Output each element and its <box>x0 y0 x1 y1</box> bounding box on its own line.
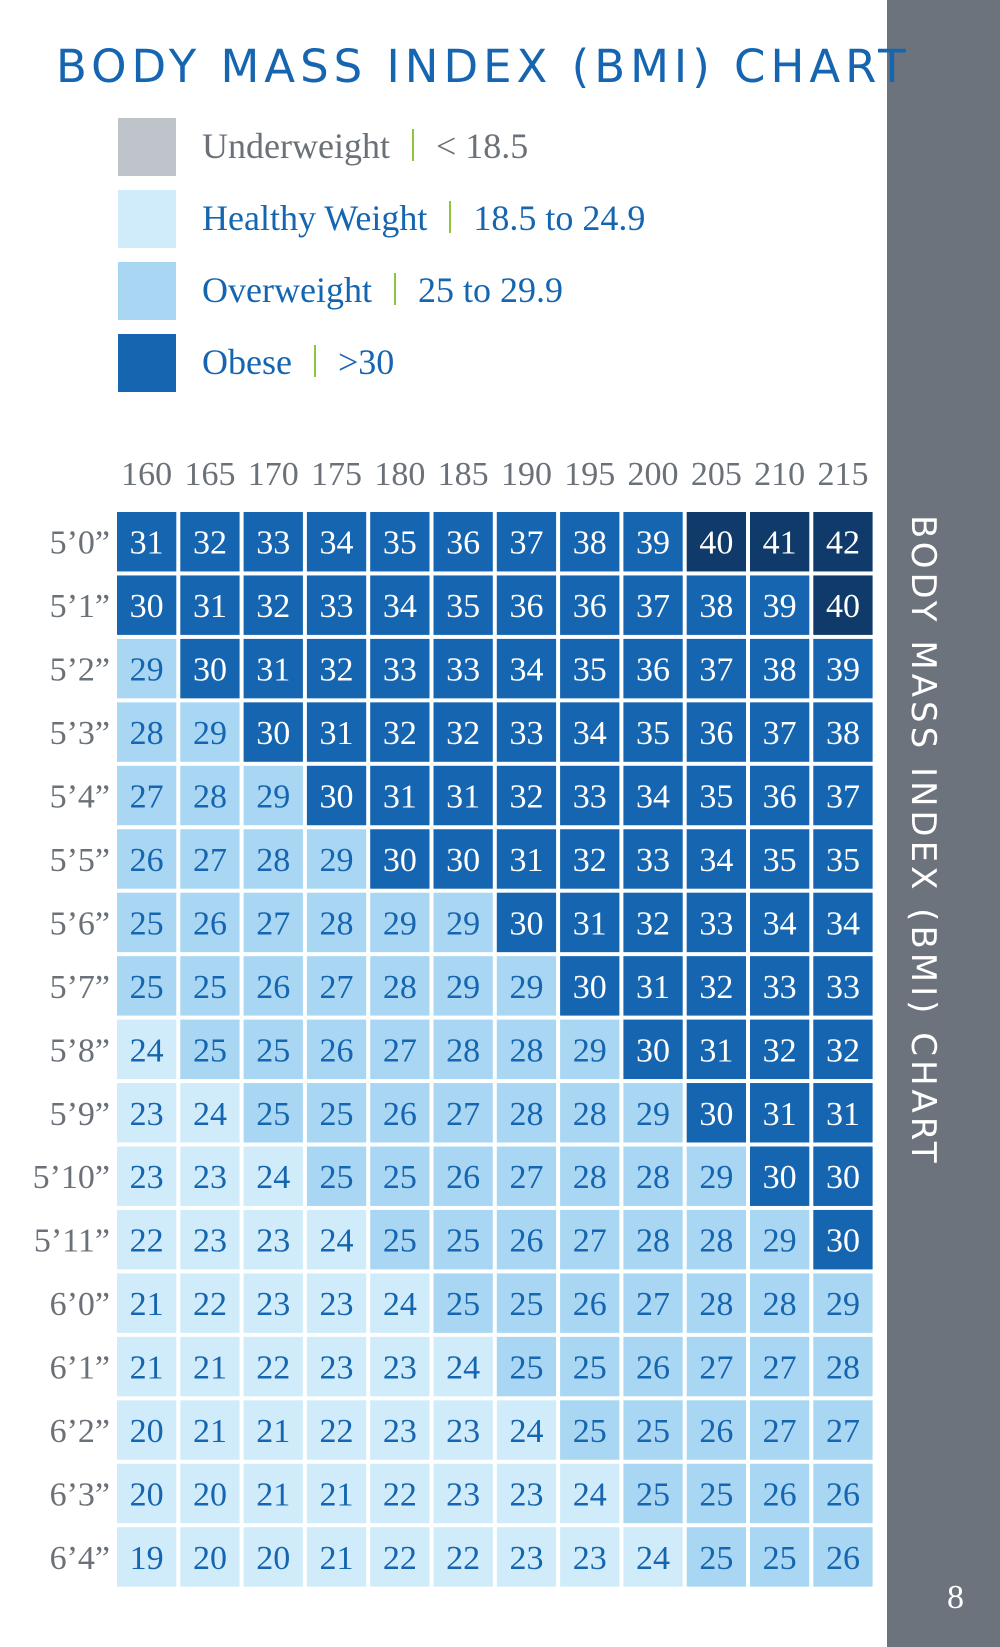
legend-range: 18.5 to 24.9 <box>473 198 646 238</box>
y-tick-label: 5’8” <box>49 1032 110 1070</box>
legend-separator <box>412 129 414 161</box>
cell-value-label: 27 <box>636 1286 671 1324</box>
cell-value-label: 27 <box>825 1413 860 1451</box>
y-tick-label: 5’11” <box>33 1222 110 1260</box>
cell-value-label: 27 <box>446 1095 481 1133</box>
cell-value-label: 27 <box>192 841 227 879</box>
legend-label-overweight <box>202 268 563 312</box>
cell-value-label: 29 <box>509 968 544 1006</box>
cell-value-label: 31 <box>446 778 481 816</box>
cell-value-label: 23 <box>382 1349 417 1387</box>
cell-value-label: 34 <box>319 524 354 562</box>
cell-value-label: 30 <box>825 1159 860 1197</box>
legend-item-obese <box>118 334 818 394</box>
cell-value-label: 33 <box>256 524 291 562</box>
cell-value-label: 31 <box>192 588 227 626</box>
cell-value-label: 26 <box>572 1286 607 1324</box>
cell-value-label: 28 <box>636 1222 671 1260</box>
cell-value-label: 20 <box>192 1539 227 1577</box>
y-tick-label: 5’1” <box>49 588 110 626</box>
legend-separator <box>449 201 451 233</box>
cell-value-label: 30 <box>636 1032 671 1070</box>
cell-value-label: 36 <box>762 778 797 816</box>
cell-value-label: 22 <box>129 1222 164 1260</box>
cell-value-label: 30 <box>256 715 291 753</box>
cell-value-label: 28 <box>382 968 417 1006</box>
sidebar-title: BODY MASS INDEX (BMI) CHART <box>903 515 943 1167</box>
cell-value-label: 23 <box>129 1095 164 1133</box>
cell-value-label: 27 <box>129 778 164 816</box>
cell-value-label: 41 <box>762 524 797 562</box>
legend-range: 25 to 29.9 <box>417 270 563 310</box>
x-tick-label: 170 <box>247 456 299 493</box>
cell-value-label: 25 <box>256 1032 291 1070</box>
cell-value-label: 30 <box>319 778 354 816</box>
cell-value-label: 36 <box>699 715 734 753</box>
cell-value-label: 32 <box>509 778 544 816</box>
cell-value-label: 23 <box>509 1476 544 1514</box>
cell-value-label: 28 <box>572 1159 607 1197</box>
cell-value-label: 26 <box>192 905 227 943</box>
cell-value-label: 23 <box>509 1539 544 1577</box>
cell-value-label: 36 <box>446 524 481 562</box>
cell-value-label: 25 <box>446 1222 481 1260</box>
cell-value-label: 26 <box>825 1539 860 1577</box>
cell-value-label: 22 <box>382 1476 417 1514</box>
cell-value-label: 39 <box>825 651 860 689</box>
cell-value-label: 26 <box>636 1349 671 1387</box>
cell-value-label: 22 <box>446 1539 481 1577</box>
cell-value-label: 27 <box>382 1032 417 1070</box>
cell-value-label: 33 <box>509 715 544 753</box>
cell-value-label: 31 <box>319 715 354 753</box>
cell-value-label: 34 <box>572 715 607 753</box>
cell-value-label: 26 <box>319 1032 354 1070</box>
cell-value-label: 32 <box>762 1032 797 1070</box>
cell-value-label: 26 <box>446 1159 481 1197</box>
cell-value-label: 36 <box>509 588 544 626</box>
cell-value-label: 37 <box>699 651 734 689</box>
cell-value-label: 30 <box>762 1159 797 1197</box>
cell-value-label: 26 <box>509 1222 544 1260</box>
cell-value-label: 28 <box>509 1032 544 1070</box>
cell-value-label: 30 <box>572 968 607 1006</box>
cell-value-label: 32 <box>192 524 227 562</box>
cell-value-label: 35 <box>636 715 671 753</box>
cell-value-label: 21 <box>192 1349 227 1387</box>
cell-value-label: 25 <box>636 1413 671 1451</box>
cell-value-label: 29 <box>256 778 291 816</box>
y-tick-label: 5’5” <box>49 841 110 879</box>
cell-value-label: 33 <box>825 968 860 1006</box>
y-tick-label: 5’4” <box>49 778 110 816</box>
y-tick-label: 6’0” <box>49 1286 110 1324</box>
legend-label-healthy <box>202 196 645 240</box>
cell-value-label: 36 <box>636 651 671 689</box>
cell-value-label: 28 <box>699 1222 734 1260</box>
cell-value-label: 27 <box>699 1349 734 1387</box>
cell-value-label: 27 <box>256 905 291 943</box>
cell-value-label: 31 <box>636 968 671 1006</box>
cell-value-label: 23 <box>256 1286 291 1324</box>
cell-value-label: 25 <box>509 1286 544 1324</box>
cell-value-label: 25 <box>319 1159 354 1197</box>
cell-value-label: 23 <box>446 1413 481 1451</box>
cell-value-label: 25 <box>192 968 227 1006</box>
cell-value-label: 31 <box>572 905 607 943</box>
x-tick-label: 210 <box>754 456 806 493</box>
cell-value-label: 25 <box>192 1032 227 1070</box>
cell-value-label: 37 <box>636 588 671 626</box>
cell-value-label: 29 <box>636 1095 671 1133</box>
legend-name: Obese <box>202 342 292 382</box>
legend-swatch-underweight <box>118 118 176 176</box>
cell-value-label: 27 <box>762 1349 797 1387</box>
cell-value-label: 30 <box>825 1222 860 1260</box>
cell-value-label: 32 <box>382 715 417 753</box>
legend-label-obese <box>202 340 394 384</box>
cell-value-label: 24 <box>256 1159 291 1197</box>
cell-value-label: 31 <box>509 841 544 879</box>
cell-value-label: 27 <box>762 1413 797 1451</box>
cell-value-label: 21 <box>256 1413 291 1451</box>
cell-value-label: 19 <box>129 1539 164 1577</box>
cell-value-label: 39 <box>636 524 671 562</box>
cell-value-label: 23 <box>256 1222 291 1260</box>
y-tick-label: 6’1” <box>49 1349 110 1387</box>
cell-value-label: 28 <box>762 1286 797 1324</box>
cell-value-label: 29 <box>762 1222 797 1260</box>
cell-value-label: 23 <box>319 1349 354 1387</box>
cell-value-label: 31 <box>699 1032 734 1070</box>
y-tick-label: 5’7” <box>49 968 110 1006</box>
cell-value-label: 20 <box>129 1476 164 1514</box>
cell-value-label: 23 <box>446 1476 481 1514</box>
cell-value-label: 26 <box>382 1095 417 1133</box>
cell-value-label: 23 <box>382 1413 417 1451</box>
y-tick-label: 5’3” <box>49 715 110 753</box>
cell-value-label: 32 <box>446 715 481 753</box>
cell-value-label: 25 <box>382 1159 417 1197</box>
cell-value-label: 24 <box>446 1349 481 1387</box>
cell-value-label: 25 <box>509 1349 544 1387</box>
cell-value-label: 34 <box>825 905 860 943</box>
legend-item-overweight <box>118 262 818 322</box>
cell-value-label: 30 <box>699 1095 734 1133</box>
cell-value-label: 28 <box>446 1032 481 1070</box>
cell-value-label: 40 <box>699 524 734 562</box>
cell-value-label: 25 <box>129 905 164 943</box>
cell-value-label: 29 <box>572 1032 607 1070</box>
cell-value-label: 22 <box>192 1286 227 1324</box>
cell-value-label: 21 <box>319 1476 354 1514</box>
legend-range: >30 <box>337 342 395 382</box>
cell-value-label: 25 <box>762 1539 797 1577</box>
y-tick-label: 5’6” <box>49 905 110 943</box>
legend-swatch-healthy <box>118 190 176 248</box>
cell-value-label: 32 <box>256 588 291 626</box>
cell-value-label: 23 <box>572 1539 607 1577</box>
x-tick-label: 185 <box>437 456 489 493</box>
cell-value-label: 24 <box>319 1222 354 1260</box>
cell-value-label: 25 <box>319 1095 354 1133</box>
cell-value-label: 32 <box>825 1032 860 1070</box>
cell-value-label: 27 <box>572 1222 607 1260</box>
cell-value-label: 31 <box>129 524 164 562</box>
cell-value-label: 23 <box>192 1159 227 1197</box>
cell-value-label: 31 <box>256 651 291 689</box>
y-tick-label: 6’3” <box>49 1476 110 1514</box>
cell-value-label: 29 <box>446 968 481 1006</box>
cell-value-label: 33 <box>446 651 481 689</box>
cell-value-label: 27 <box>509 1159 544 1197</box>
y-tick-label: 5’2” <box>49 651 110 689</box>
cell-value-label: 22 <box>382 1539 417 1577</box>
cell-value-label: 24 <box>509 1413 544 1451</box>
cell-value-label: 28 <box>509 1095 544 1133</box>
cell-value-label: 27 <box>319 968 354 1006</box>
cell-value-label: 34 <box>636 778 671 816</box>
cell-value-label: 25 <box>636 1476 671 1514</box>
cell-value-label: 29 <box>319 841 354 879</box>
cell-value-label: 29 <box>699 1159 734 1197</box>
cell-value-label: 30 <box>192 651 227 689</box>
cell-value-label: 35 <box>825 841 860 879</box>
cell-value-label: 23 <box>319 1286 354 1324</box>
cell-value-label: 26 <box>256 968 291 1006</box>
x-tick-label: 160 <box>121 456 173 493</box>
cell-value-label: 35 <box>699 778 734 816</box>
legend-item-underweight <box>118 118 818 178</box>
cell-value-label: 38 <box>699 588 734 626</box>
cell-value-label: 25 <box>699 1476 734 1514</box>
cell-value-label: 33 <box>636 841 671 879</box>
cell-value-label: 34 <box>699 841 734 879</box>
x-tick-label: 215 <box>817 456 869 493</box>
cell-value-label: 34 <box>762 905 797 943</box>
cell-value-label: 25 <box>446 1286 481 1324</box>
cell-value-label: 32 <box>636 905 671 943</box>
cell-value-label: 33 <box>572 778 607 816</box>
cell-value-label: 21 <box>319 1539 354 1577</box>
cell-value-label: 29 <box>192 715 227 753</box>
cell-value-label: 25 <box>382 1222 417 1260</box>
cell-value-label: 32 <box>572 841 607 879</box>
page-title: BODY MASS INDEX (BMI) CHART <box>56 40 911 93</box>
cell-value-label: 40 <box>825 588 860 626</box>
cell-value-label: 35 <box>446 588 481 626</box>
y-tick-label: 6’4” <box>49 1539 110 1577</box>
cell-value-label: 34 <box>382 588 417 626</box>
x-tick-label: 190 <box>500 456 552 493</box>
sidebar <box>887 0 1000 1647</box>
cell-value-label: 35 <box>382 524 417 562</box>
cell-value-label: 28 <box>572 1095 607 1133</box>
cell-value-label: 23 <box>192 1222 227 1260</box>
cell-value-label: 25 <box>572 1413 607 1451</box>
y-tick-label: 5’0” <box>49 524 110 562</box>
cell-value-label: 26 <box>825 1476 860 1514</box>
y-tick-label: 5’9” <box>49 1095 110 1133</box>
cell-value-label: 32 <box>699 968 734 1006</box>
legend-item-healthy <box>118 190 818 250</box>
cell-value-label: 28 <box>636 1159 671 1197</box>
cell-value-label: 30 <box>446 841 481 879</box>
cell-value-label: 28 <box>129 715 164 753</box>
cell-value-label: 28 <box>825 1349 860 1387</box>
cell-value-label: 35 <box>762 841 797 879</box>
cell-value-label: 23 <box>129 1159 164 1197</box>
cell-value-label: 28 <box>192 778 227 816</box>
legend-separator <box>314 345 316 377</box>
cell-value-label: 37 <box>509 524 544 562</box>
cell-value-label: 20 <box>129 1413 164 1451</box>
cell-value-label: 21 <box>192 1413 227 1451</box>
cell-value-label: 25 <box>699 1539 734 1577</box>
cell-value-label: 33 <box>699 905 734 943</box>
cell-value-label: 28 <box>699 1286 734 1324</box>
cell-value-label: 36 <box>572 588 607 626</box>
cell-value-label: 30 <box>509 905 544 943</box>
cell-value-label: 33 <box>762 968 797 1006</box>
cell-value-label: 20 <box>192 1476 227 1514</box>
cell-value-label: 28 <box>256 841 291 879</box>
cell-value-label: 37 <box>762 715 797 753</box>
cell-value-label: 42 <box>825 524 860 562</box>
cell-value-label: 30 <box>382 841 417 879</box>
cell-value-label: 21 <box>256 1476 291 1514</box>
cell-value-label: 22 <box>256 1349 291 1387</box>
cell-value-label: 38 <box>572 524 607 562</box>
cell-value-label: 24 <box>192 1095 227 1133</box>
cell-value-label: 32 <box>319 651 354 689</box>
cell-value-label: 24 <box>129 1032 164 1070</box>
legend-name: Underweight <box>202 126 390 166</box>
cell-value-label: 31 <box>825 1095 860 1133</box>
cell-value-label: 24 <box>572 1476 607 1514</box>
cell-value-label: 28 <box>319 905 354 943</box>
cell-value-label: 22 <box>319 1413 354 1451</box>
cell-value-label: 31 <box>382 778 417 816</box>
cell-value-label: 38 <box>762 651 797 689</box>
cell-value-label: 25 <box>256 1095 291 1133</box>
legend-swatch-obese <box>118 334 176 392</box>
x-tick-label: 175 <box>311 456 363 493</box>
cell-value-label: 25 <box>129 968 164 1006</box>
cell-value-label: 37 <box>825 778 860 816</box>
y-tick-label: 6’2” <box>49 1413 110 1451</box>
x-tick-label: 195 <box>564 456 616 493</box>
cell-value-label: 38 <box>825 715 860 753</box>
page-number: 8 <box>947 1579 964 1616</box>
cell-value-label: 29 <box>129 651 164 689</box>
x-tick-label: 180 <box>374 456 426 493</box>
legend-label-underweight <box>202 124 528 168</box>
cell-value-label: 30 <box>129 588 164 626</box>
legend-separator <box>394 273 396 305</box>
legend-name: Healthy Weight <box>202 198 428 238</box>
cell-value-label: 33 <box>319 588 354 626</box>
cell-value-label: 33 <box>382 651 417 689</box>
cell-value-label: 35 <box>572 651 607 689</box>
x-tick-label: 165 <box>184 456 236 493</box>
cell-value-label: 26 <box>129 841 164 879</box>
cell-value-label: 29 <box>382 905 417 943</box>
bmi-heatmap <box>0 440 880 1600</box>
cell-value-label: 26 <box>699 1413 734 1451</box>
cell-value-label: 29 <box>446 905 481 943</box>
cell-value-label: 24 <box>636 1539 671 1577</box>
legend-range: < 18.5 <box>435 126 529 166</box>
cell-value-label: 31 <box>762 1095 797 1133</box>
cell-value-label: 21 <box>129 1349 164 1387</box>
cell-value-label: 20 <box>256 1539 291 1577</box>
cell-value-label: 29 <box>825 1286 860 1324</box>
legend-swatch-overweight <box>118 262 176 320</box>
y-tick-label: 5’10” <box>32 1159 110 1197</box>
cell-value-label: 24 <box>382 1286 417 1324</box>
cell-value-label: 21 <box>129 1286 164 1324</box>
cell-value-label: 26 <box>762 1476 797 1514</box>
cell-value-label: 34 <box>509 651 544 689</box>
cell-value-label: 39 <box>762 588 797 626</box>
cell-value-label: 25 <box>572 1349 607 1387</box>
x-tick-label: 205 <box>690 456 742 493</box>
x-tick-label: 200 <box>627 456 679 493</box>
legend-name: Overweight <box>202 270 372 310</box>
